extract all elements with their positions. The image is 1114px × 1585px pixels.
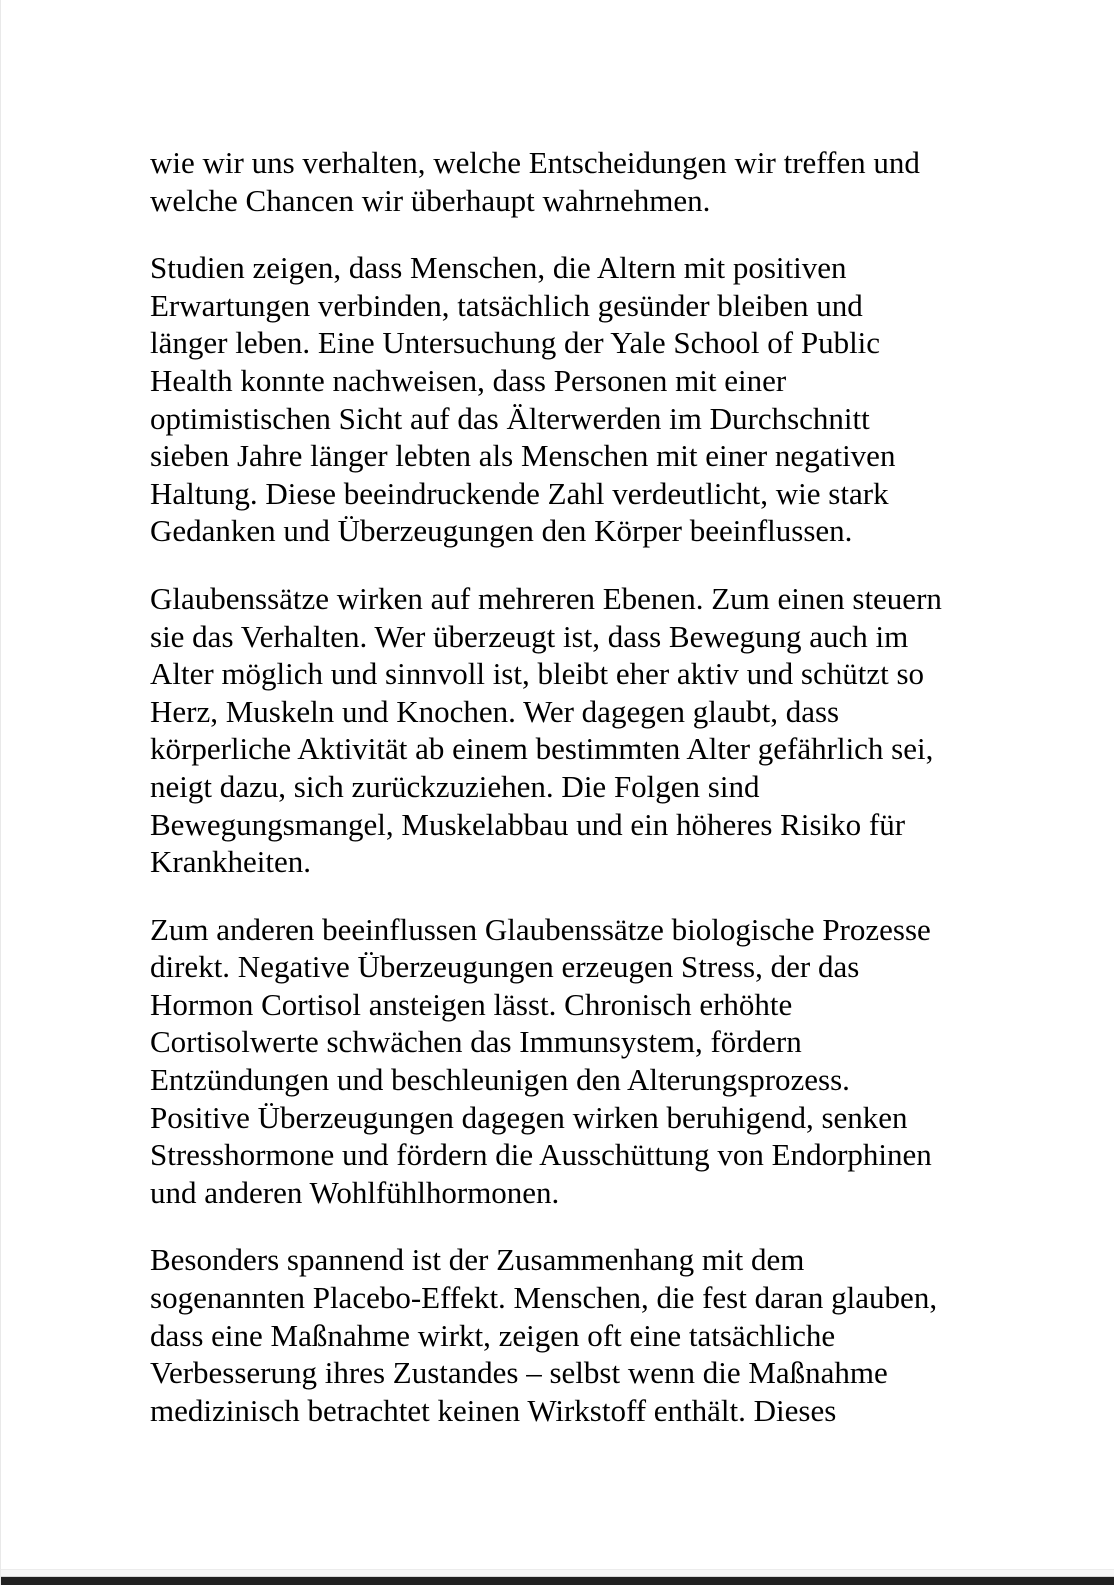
text-line: neigt dazu, sich zurückzuziehen. Die Folgen sind (150, 768, 760, 804)
text-line: Studien zeigen, dass Menschen, die Altern mit positiven (150, 250, 847, 286)
text-line: Hormon Cortisol ansteigen lässt. Chronisch erhöhte (150, 986, 793, 1022)
paragraph (150, 1241, 1030, 1429)
paragraph (150, 144, 1030, 219)
text-line: optimistischen Sicht auf das Älterwerden im Durchschnitt (150, 400, 870, 436)
text-line: Health konnte nachweisen, dass Personen mit einer (150, 362, 787, 398)
text-line: körperliche Aktivität ab einem bestimmten Alter gefährlich sei, (150, 731, 934, 767)
text-line: Herz, Muskeln und Knochen. Wer dagegen glaubt, dass (150, 693, 840, 729)
text-line: Zum anderen beeinflussen Glaubenssätze biologische Prozesse (150, 911, 931, 947)
text-line: Bewegungsmangel, Muskelabbau und ein höheres Risiko für (150, 806, 906, 842)
paragraph (150, 249, 1030, 550)
text-line: sie das Verhalten. Wer überzeugt ist, dass Bewegung auch im (150, 618, 909, 654)
text-line: Haltung. Diese beeindruckende Zahl verdeutlicht, wie stark (150, 475, 889, 511)
text-line: sogenannten Placebo-Effekt. Menschen, die fest daran glauben, (150, 1280, 938, 1316)
text-line: Besonders spannend ist der Zusammenhang mit dem (150, 1242, 805, 1278)
window-bottom-edge (1, 1569, 1114, 1577)
taskbar-sliver (1, 1577, 1114, 1585)
text-line: Positive Überzeugungen dagegen wirken beruhigend, senken (150, 1099, 908, 1135)
text-line: Stresshormone und fördern die Ausschüttung von Endorphinen (150, 1137, 932, 1173)
text-line: Krankheiten. (150, 844, 311, 880)
text-line: dass eine Maßnahme wirkt, zeigen oft eine tatsächliche (150, 1317, 836, 1353)
text-line: Entzündungen und beschleunigen den Alterungsprozess. (150, 1062, 850, 1098)
text-line: wie wir uns verhalten, welche Entscheidungen wir treffen und (150, 145, 920, 180)
paragraph (150, 911, 1030, 1212)
text-line: medizinisch betrachtet keinen Wirkstoff enthält. Dieses (150, 1392, 837, 1428)
paragraph (150, 580, 1030, 881)
text-line: sieben Jahre länger lebten als Menschen mit einer negativen (150, 438, 896, 474)
text-line: und anderen Wohlfühlhormonen. (150, 1174, 560, 1210)
text-line: Alter möglich und sinnvoll ist, bleibt eher aktiv und schützt so (150, 656, 925, 692)
text-line: welche Chancen wir überhaupt wahrnehmen. (150, 182, 711, 218)
text-line: länger leben. Eine Untersuchung der Yale School of Public (150, 325, 881, 361)
text-line: Verbesserung ihres Zustandes – selbst wenn die Maßnahme (150, 1355, 888, 1391)
text-line: direkt. Negative Überzeugungen erzeugen Stress, der das (150, 949, 860, 985)
document-text-body (150, 144, 1030, 1459)
text-line: Gedanken und Überzeugungen den Körper beeinflussen. (150, 513, 853, 549)
text-line: Glaubenssätze wirken auf mehreren Ebenen. Zum einen steuern (150, 580, 942, 616)
text-line: Cortisolwerte schwächen das Immunsystem, fördern (150, 1024, 802, 1060)
text-line: Erwartungen verbinden, tatsächlich gesünder bleiben und (150, 287, 863, 323)
